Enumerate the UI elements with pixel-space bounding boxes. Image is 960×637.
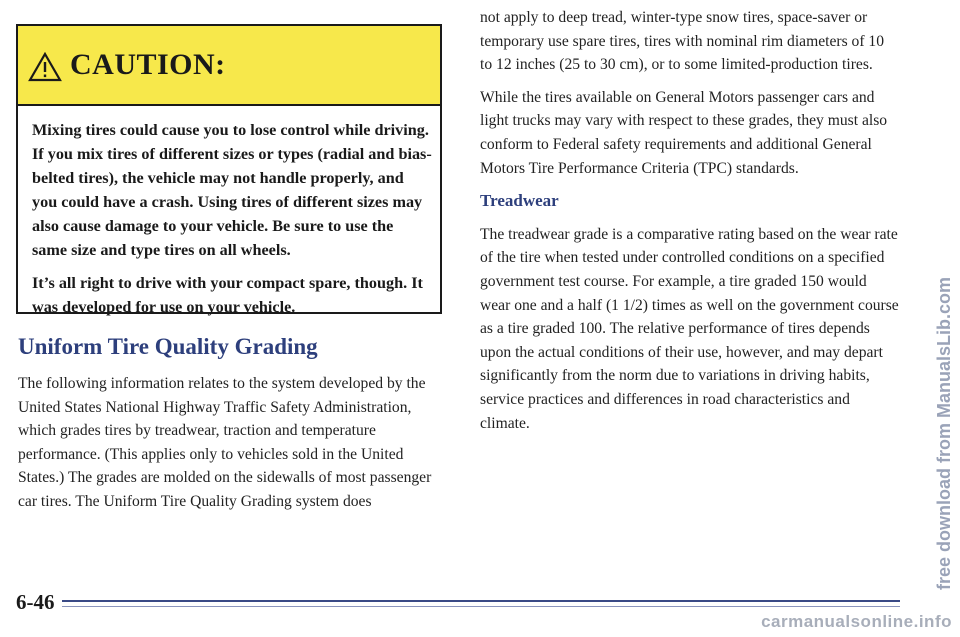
paragraph-treadwear: The treadwear grade is a comparative rating based on the wear rate of the tire when tested under controlled conditions on a specified government test course. For example, a tire graded 150 would wear one and a half (1 1/2) times as well on the government course as a tire graded 100. The relative performance of tires depends upon the actual conditions of their use, however, and may depart significantly from the norm due to variations in driving habits, service practices and differences in road characteristics and climate.: [480, 225, 899, 432]
paragraph-gm-standards: While the tires available on General Motors passenger cars and light trucks may vary with respect to these grades, they must also conform to Federal safety requirements and additional General Motors Tire Performance Criteria (TPC) standards.: [480, 88, 888, 177]
caution-paragraph: Mixing tires could cause you to lose control while driving. If you mix tires of different sizes or types (radial and bias-belted tires), the vehicle may not handle properly, and you could have a crash. Using tires of different sizes may also cause damage to your vehicle. Be sure to use the same size and type tires on all wheels.: [32, 121, 432, 259]
footer-rule: [62, 600, 900, 602]
footer-rule-thin: [62, 606, 900, 607]
caution-box: [16, 24, 442, 314]
caution-header: [18, 26, 440, 106]
caution-body: [32, 118, 432, 328]
treadwear-heading: Treadwear: [480, 191, 559, 211]
paragraph-continued: not apply to deep tread, winter-type snow tires, space-saver or temporary use spare tires, tires with nominal rim diameters of 10 to 12 inches (25 to 30 cm), or to some limited-production tires.: [480, 9, 885, 74]
warning-triangle-icon: [28, 52, 62, 82]
section-body: The following information relates to the system developed by the United States National Highway Traffic Safety Administration, which grades tires by treadwear, traction and temperature performance. (This applies only to vehicles sold in the United States.) The grades are molded on the sidewalls of most passenger car tires. The Uniform Tire Quality Grading system does: [18, 375, 432, 510]
section-heading: Uniform Tire Quality Grading: [18, 334, 318, 359]
caution-paragraph: It’s all right to drive with your compact spare, though. It was developed for use on your vehicle.: [32, 274, 423, 316]
side-watermark: free download from ManualsLib.com: [934, 276, 954, 590]
caution-title: CAUTION:: [70, 48, 226, 81]
bottom-watermark: carmanualsonline.info: [761, 612, 952, 631]
right-column: [480, 6, 900, 444]
page-number: 6-46: [16, 590, 55, 614]
